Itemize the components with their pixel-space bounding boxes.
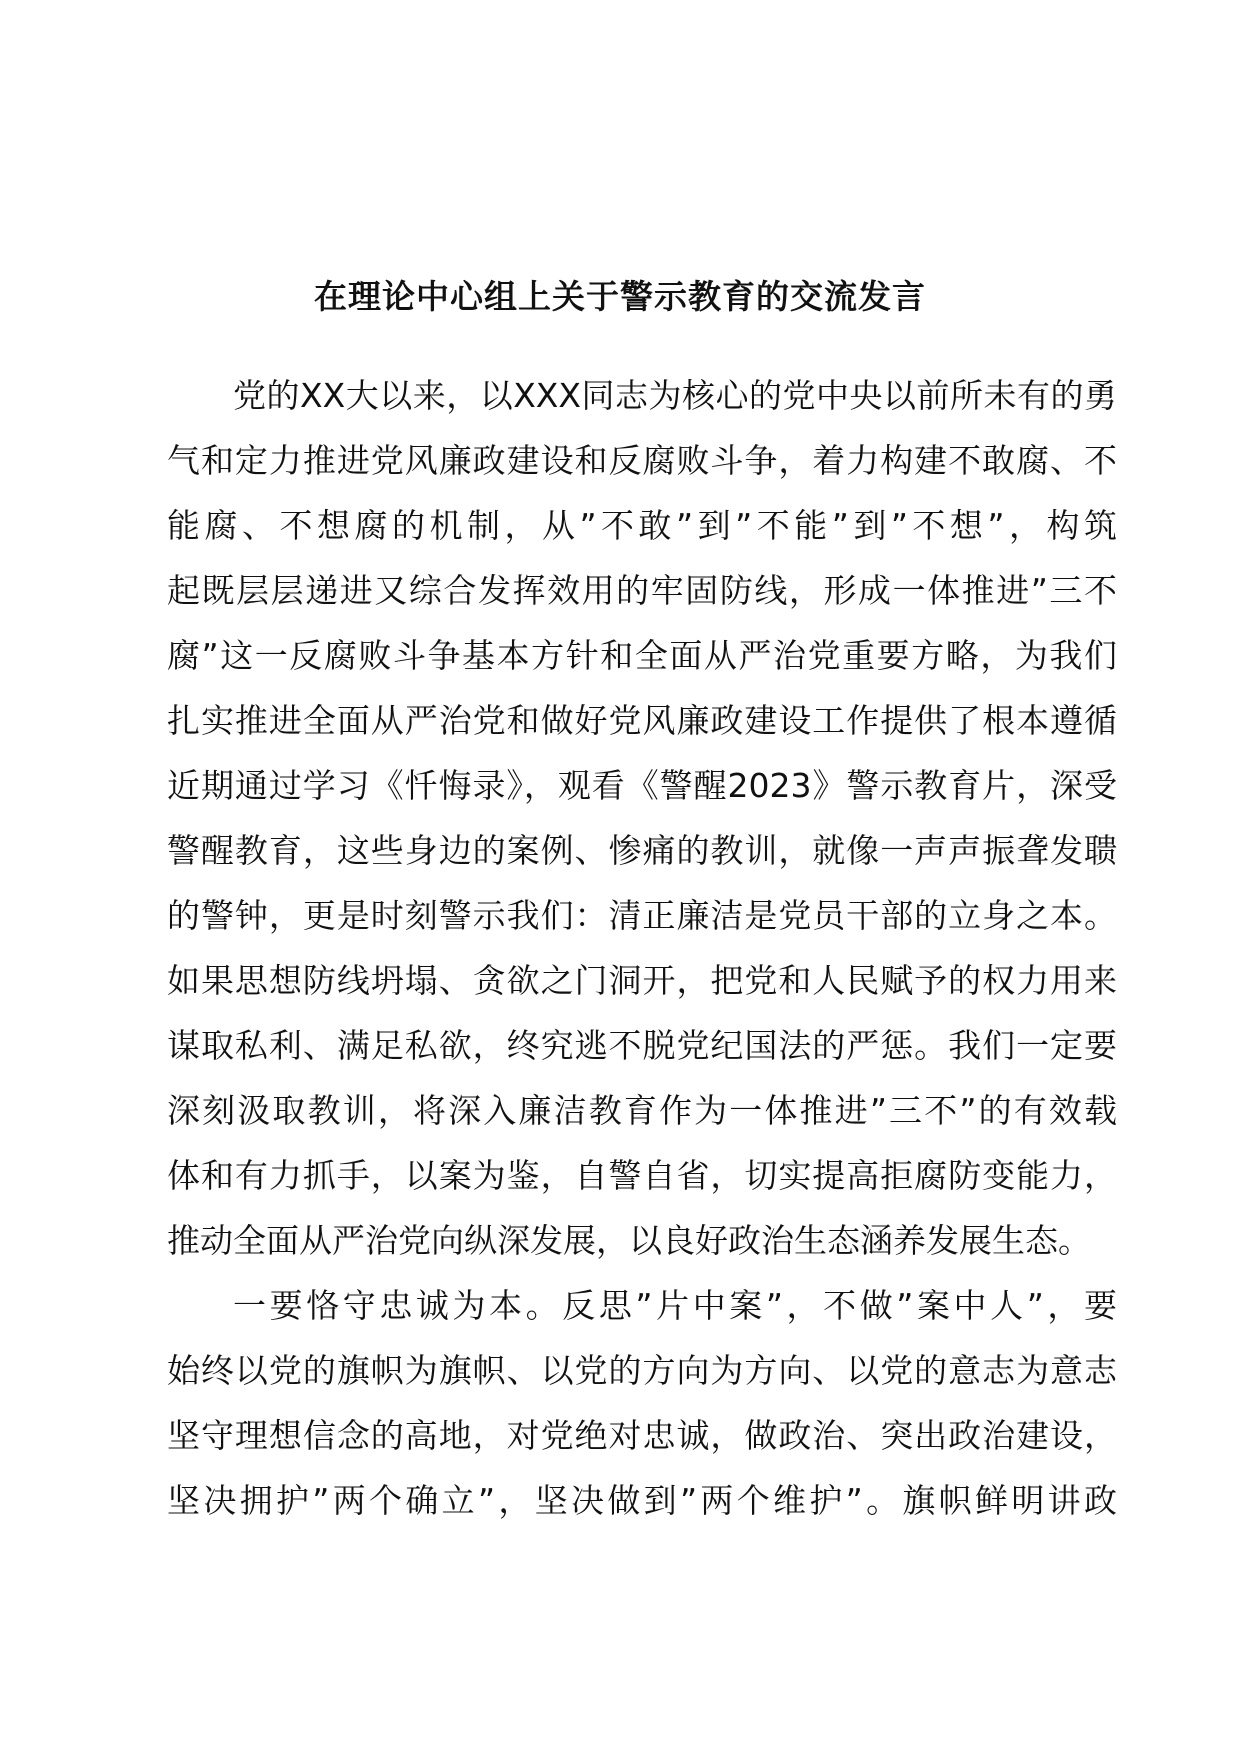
document-title: 在理论中心组上关于警示教育的交流发言 [314, 277, 926, 316]
paragraph-line: 近期通过学习《忏悔录》，观看《警醒2023》警示教育片，深受 [167, 766, 1117, 805]
paragraph-line: 一要恪守忠诚为本。反思”片中案”，不做”案中人”，要 [233, 1286, 1117, 1325]
paragraph-line: 如果思想防线坍塌、贪欲之门洞开，把党和人民赋予的权力用来 [167, 961, 1117, 1000]
document-body [167, 363, 1117, 1533]
paragraph-line: 深刻汲取教训，将深入廉洁教育作为一体推进”三不”的有效载 [167, 1091, 1117, 1130]
paragraph-line: 腐”这一反腐败斗争基本方针和全面从严治党重要方略，为我们 [167, 636, 1117, 675]
paragraph-line: 推动全面从严治党向纵深发展，以良好政治生态涵养发展生态。 [167, 1221, 1091, 1260]
paragraph-line: 坚决拥护”两个确立”，坚决做到”两个维护”。旗帜鲜明讲政 [167, 1481, 1117, 1520]
paragraph-line: 警醒教育，这些身边的案例、惨痛的教训，就像一声声振聋发聩 [167, 831, 1117, 870]
paragraph-line: 扎实推进全面从严治党和做好党风廉政建设工作提供了根本遵循 [167, 701, 1117, 740]
paragraph-line: 起既层层递进又综合发挥效用的牢固防线，形成一体推进”三不 [167, 571, 1117, 610]
paragraph-line: 坚守理想信念的高地，对党绝对忠诚，做政治、突出政治建设， [167, 1416, 1117, 1455]
paragraph-line: 的警钟，更是时刻警示我们：清正廉洁是党员干部的立身之本。 [167, 896, 1117, 935]
paragraph-line: 党的XX大以来，以XXX同志为核心的党中央以前所未有的勇 [233, 376, 1117, 415]
paragraph-line: 谋取私利、满足私欲，终究逃不脱党纪国法的严惩。我们一定要 [167, 1026, 1117, 1065]
paragraph-line: 气和定力推进党风廉政建设和反腐败斗争，着力构建不敢腐、不 [167, 441, 1117, 480]
paragraph-line: 体和有力抓手，以案为鉴，自警自省，切实提高拒腐防变能力， [167, 1156, 1117, 1195]
paragraph-line: 能腐、不想腐的机制，从”不敢”到”不能”到”不想”，构筑 [167, 506, 1117, 545]
paragraph-line: 始终以党的旗帜为旗帜、以党的方向为方向、以党的意志为意志 [167, 1351, 1117, 1390]
